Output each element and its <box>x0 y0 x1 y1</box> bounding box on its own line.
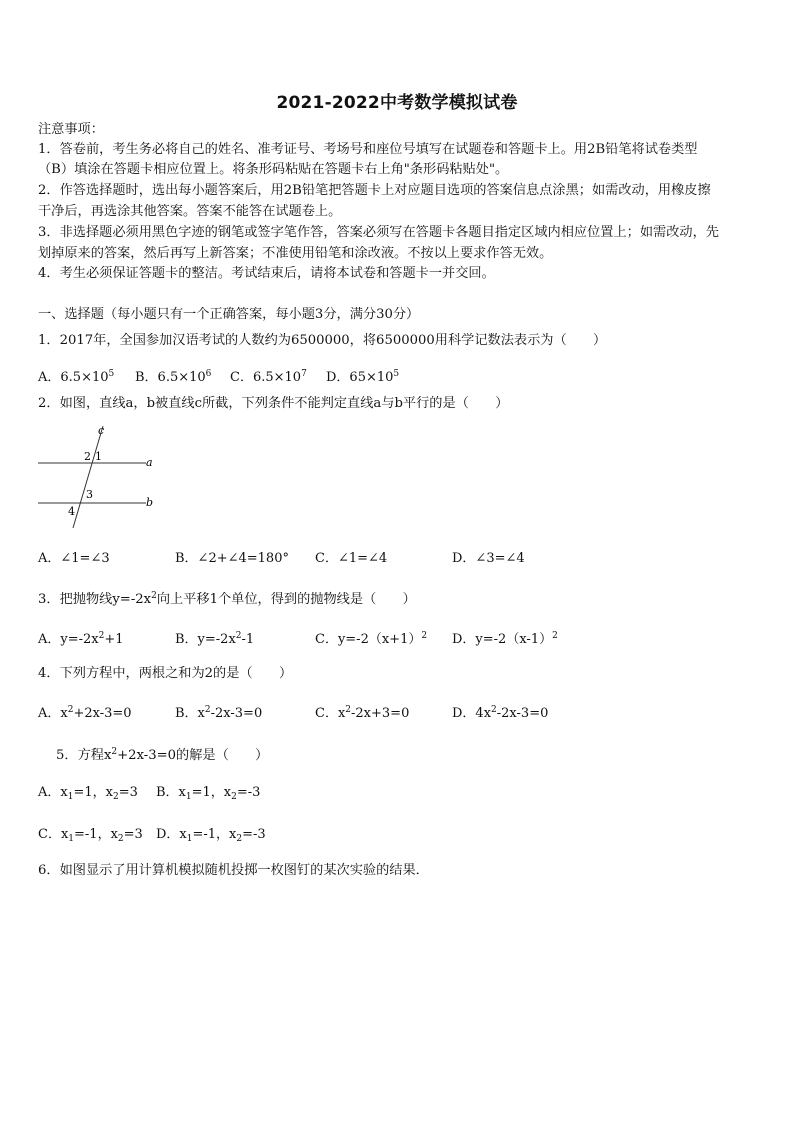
parallel-lines-figure <box>36 420 160 536</box>
question-1-stem: 1．2017年，全国参加汉语考试的人数约为6500000，将6500000用科学记数法表示为（ ） <box>38 333 607 348</box>
q4-option-c: C．$x^2-2x+3=0$ <box>315 705 410 721</box>
page-title: 2021-2022中考数学模拟试卷 <box>276 93 518 113</box>
section-heading: 一、选择题（每小题只有一个正确答案，每小题3分，满分30分） <box>38 307 420 322</box>
q5-option-c: C．$x_1=-1$，$x_2=3$ <box>38 827 143 844</box>
q2-option-b: B．∠2+∠4=180° <box>175 551 289 566</box>
notice-line-7: 4．考生必须保证答题卡的整洁。考试结束后，请将本试卷和答题卡一并交回。 <box>38 266 495 281</box>
q5-option-a: A．$x_1=1$，$x_2=3$ <box>38 785 138 802</box>
notice-line-2: （B）填涂在答题卡相应位置上。将条形码粘贴在答题卡右上角"条形码粘贴处"。 <box>38 162 509 177</box>
q3-option-b: B．$y=-2x^2-1$ <box>175 631 255 647</box>
q1-option-a: A．$6.5\times 10^5$ <box>38 369 115 385</box>
question-2-stem: 2．如图，直线a，b被直线c所截，下列条件不能判定直线a与b平行的是（ ） <box>38 396 509 411</box>
q3-option-c: C．$y=-2(x+1)^2$ <box>315 631 428 647</box>
q2-option-c: C．∠1=∠4 <box>315 551 388 566</box>
question-5-stem: 5．方程$x^2+2x-3=0$的解是（ ） <box>56 747 269 763</box>
question-4-stem: 4．下列方程中，两根之和为2的是（ ） <box>38 666 293 681</box>
question-3-stem: 3．把抛物线$y=-2x^2$向上平移1个单位，得到的抛物线是（ ） <box>38 591 416 607</box>
line-c <box>73 426 103 528</box>
notice-line-1: 1．答卷前，考生务必将自己的姓名、准考证号、考场号和座位号填写在试题卷和答题卡上。用2B铅笔将试卷类型 <box>38 142 698 157</box>
q4-option-d: D．$4x^2-2x-3=0$ <box>452 705 549 721</box>
question-6-stem: 6．如图显示了用计算机模拟随机投掷一枚图钉的某次实验的结果． <box>38 863 429 878</box>
q5-option-b: B．$x_1=1$，$x_2=-3$ <box>156 785 261 802</box>
q5-option-d: D．$x_1=-1$，$x_2=-3$ <box>156 827 266 844</box>
notice-line-6: 划掉原来的答案，然后再写上新答案；不准使用铅笔和涂改液。不按以上要求作答无效。 <box>38 246 553 261</box>
q3-option-d: D．$y=-2(x-1)^2$ <box>452 631 558 647</box>
q1-option-c: C．$6.5\times 10^7$ <box>230 369 307 385</box>
q1-option-b: B．$6.5\times 10^6$ <box>135 369 212 385</box>
angle-3-label: 3 <box>86 488 93 501</box>
q3-option-a: A．$y=-2x^2+1$ <box>38 631 124 647</box>
angle-1-label: 1 <box>95 450 102 463</box>
label-b: b <box>146 496 154 509</box>
notice-line-5: 3．非选择题必须用黑色字迹的钢笔或签字笔作答，答案必须写在答题卡各题目指定区域内相应位置上；如需改动，先 <box>38 225 719 240</box>
notice-line-3: 2．作答选择题时，选出每小题答案后，用2B铅笔把答题卡上对应题目选项的答案信息点涂黑；如需改动，用橡皮擦 <box>38 183 711 198</box>
notice-heading: 注意事项： <box>38 122 104 137</box>
q4-option-a: A．$x^2+2x-3=0$ <box>38 705 132 721</box>
notice-line-4: 干净后，再选涂其他答案。答案不能答在试题卷上。 <box>38 204 342 219</box>
q2-option-a: A．∠1=∠3 <box>38 551 110 566</box>
label-c: c <box>98 424 105 437</box>
angle-2-label: 2 <box>84 450 91 463</box>
q2-option-d: D．∠3=∠4 <box>452 551 525 566</box>
angle-4-label: 4 <box>68 505 75 518</box>
q1-option-d: D．$65\times 10^5$ <box>326 369 400 385</box>
label-a: a <box>146 456 153 469</box>
q4-option-b: B．$x^2-2x-3=0$ <box>175 705 263 721</box>
